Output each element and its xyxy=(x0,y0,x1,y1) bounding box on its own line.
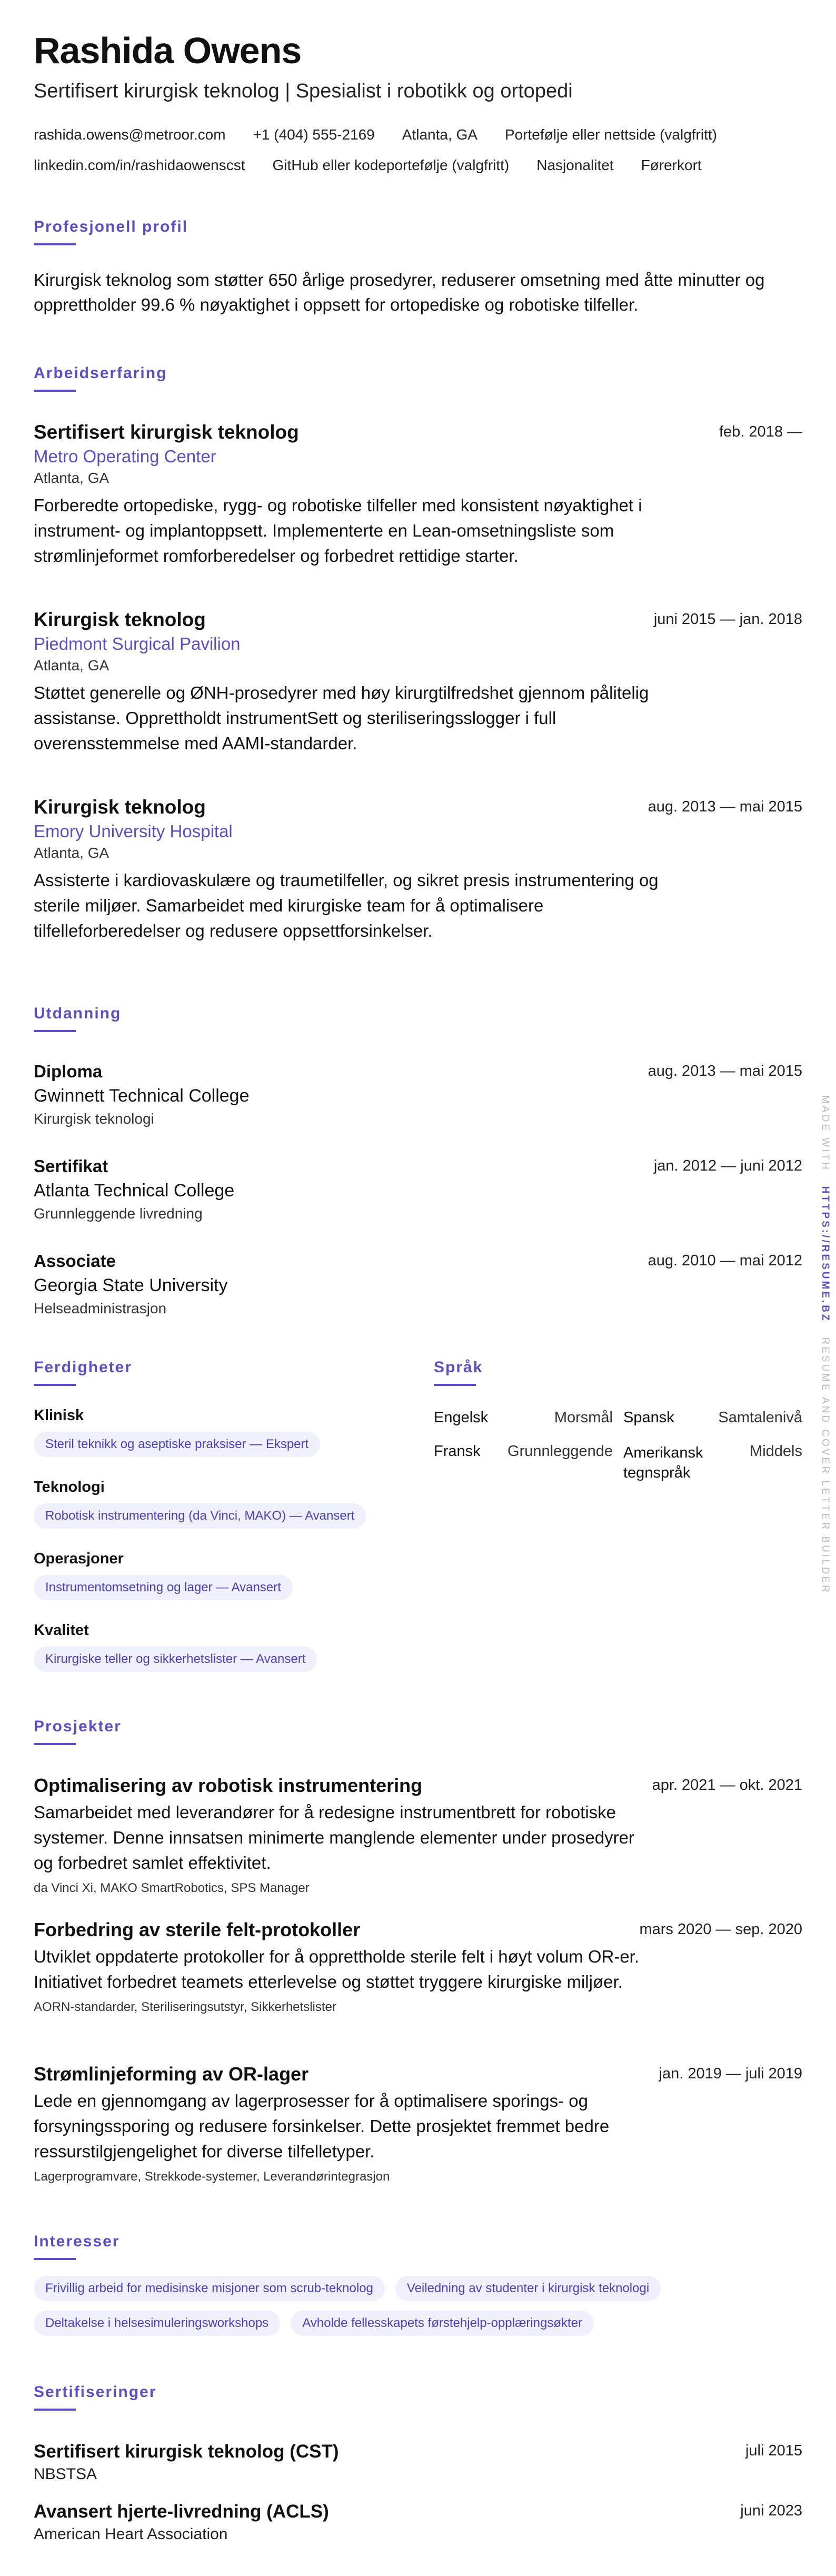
education-entry xyxy=(34,1062,802,1127)
project-tech: AORN-standarder, Steriliseringsutstyr, Sikkerhetslister xyxy=(34,2000,336,2014)
certification-issuer: NBSTSA xyxy=(34,2465,97,2483)
skill-group xyxy=(34,1407,320,1457)
contact-row-1 xyxy=(34,126,744,143)
watermark-link[interactable]: HTTPS://RESUME.BZ xyxy=(820,1186,831,1323)
interest-row xyxy=(34,2311,594,2336)
section-rule xyxy=(434,1384,476,1386)
contact-email[interactable]: rashida.owens@metroor.com xyxy=(34,126,226,143)
contact-linkedin[interactable]: linkedin.com/in/rashidaowenscst xyxy=(34,157,245,173)
certification-name: Avansert hjerte-livredning (ACLS) xyxy=(34,2501,329,2522)
section-title-interests: Interesser xyxy=(34,2233,120,2250)
certification-issuer: American Heart Association xyxy=(34,2525,228,2543)
skill-chip: Instrumentomsetning og lager — Avansert xyxy=(34,1575,293,1600)
education-degree: Sertifikat xyxy=(34,1156,108,1176)
skill-chip: Robotisk instrumentering (da Vinci, MAKO) — Avansert xyxy=(34,1503,366,1529)
certification-entry xyxy=(34,2441,802,2483)
section-rule xyxy=(34,390,76,392)
section-rule xyxy=(34,1030,76,1032)
skill-group xyxy=(34,1479,366,1529)
education-date: jan. 2012 — juni 2012 xyxy=(653,1157,802,1174)
education-date: aug. 2010 — mai 2012 xyxy=(648,1252,802,1269)
section-title-languages: Språk xyxy=(434,1359,483,1376)
certification-name: Sertifisert kirurgisk teknolog (CST) xyxy=(34,2441,339,2462)
education-field: Kirurgisk teknologi xyxy=(34,1111,154,1127)
experience-company: Metro Operating Center xyxy=(34,447,216,466)
project-entry xyxy=(34,2063,802,2184)
project-description: Lede en gjennomgang av lagerprosesser for å optimalisere sporings- og forsyningssporing og redusere forsinkelser. Dette prosjektet fremmet bedre ressurstilgjengelighet for diverse tilfelletyper. xyxy=(34,2091,610,2161)
experience-date: aug. 2013 — mai 2015 xyxy=(648,798,802,815)
experience-company: Piedmont Surgical Pavilion xyxy=(34,634,241,653)
education-field: Grunnleggende livredning xyxy=(34,1205,203,1222)
contact-github[interactable]: GitHub eller kodeportefølje (valgfritt) xyxy=(272,157,510,173)
language-name: Spansk xyxy=(623,1409,674,1426)
contact-location: Atlanta, GA xyxy=(402,126,477,143)
interest-chip: Deltakelse i helsesimuleringsworkshops xyxy=(34,2311,280,2336)
section-rule xyxy=(34,1384,76,1386)
experience-company: Emory University Hospital xyxy=(34,821,233,841)
section-title-profile: Profesjonell profil xyxy=(34,218,188,235)
interest-row xyxy=(34,2276,661,2301)
section-rule xyxy=(34,2258,76,2260)
project-date: jan. 2019 — juli 2019 xyxy=(659,2065,802,2082)
language-level: Morsmål xyxy=(554,1409,613,1426)
language-level: Middels xyxy=(750,1443,802,1460)
experience-date: juni 2015 — jan. 2018 xyxy=(653,611,802,628)
experience-entry xyxy=(34,421,802,569)
candidate-title: Sertifisert kirurgisk teknolog | Spesialist i robotikk og ortopedi xyxy=(34,80,573,102)
education-entry xyxy=(34,1156,802,1222)
skill-chip: Steril teknikk og aseptiske praksiser — Ekspert xyxy=(34,1432,320,1457)
skill-group-title: Kvalitet xyxy=(34,1622,89,1639)
project-entry xyxy=(34,1775,802,1896)
contact-phone[interactable]: +1 (404) 555-2169 xyxy=(253,126,375,143)
section-title-projects: Prosjekter xyxy=(34,1718,122,1735)
project-tech: Lagerprogramvare, Strekkode-systemer, Leverandørintegrasjon xyxy=(34,2169,390,2184)
experience-location: Atlanta, GA xyxy=(34,657,110,673)
experience-description: Assisterte i kardiovaskulære og traumetilfeller, og sikret presis instrumentering og sterile miljøer. Samarbeidet med kirurgiske team for å optimalisere tilfelleforberedelser og redusere oppsettforsinkelser. xyxy=(34,870,659,940)
watermark xyxy=(819,1095,831,1594)
section-rule xyxy=(34,1743,76,1745)
language-name: Engelsk xyxy=(434,1409,489,1426)
contact-row-2 xyxy=(34,157,729,174)
project-date: mars 2020 — sep. 2020 xyxy=(639,1921,802,1938)
education-school: Georgia State University xyxy=(34,1275,228,1295)
project-tech: da Vinci Xi, MAKO SmartRobotics, SPS Manager xyxy=(34,1881,310,1895)
section-title-certifications: Sertifiseringer xyxy=(34,2383,157,2401)
experience-location: Atlanta, GA xyxy=(34,470,110,486)
project-description: Utviklet oppdaterte protokoller for å opprettholde sterile felt i høyt volum OR-er. Initiativet forbedret teamets etterlevelse og støttet tryggere kirurgiske miljøer. xyxy=(34,1947,640,1992)
skill-group-title: Teknologi xyxy=(34,1479,105,1495)
education-school: Atlanta Technical College xyxy=(34,1181,235,1201)
project-date: apr. 2021 — okt. 2021 xyxy=(652,1777,802,1794)
experience-description: Forberedte ortopediske, rygg- og robotiske tilfeller med konsistent nøyaktighet i instrument- og implantoppsett. Implementerte en Lean-omsetningsliste som strømlinjeformet romforberedelser og forbedret rettidige starter. xyxy=(34,496,642,566)
section-title-skills: Ferdigheter xyxy=(34,1359,133,1376)
profile-summary: Kirurgisk teknolog som støtter 650 årlige prosedyrer, reduserer omsetning med åtte minutter og opprettholder 99.6 % nøyaktighet i oppsett for ortopediske og robotiske tilfeller. xyxy=(34,270,765,314)
section-rule xyxy=(34,243,76,245)
contact-license: Førerkort xyxy=(641,157,702,173)
experience-role: Kirurgisk teknolog xyxy=(34,609,206,630)
experience-entry xyxy=(34,796,802,944)
skill-group-title: Operasjoner xyxy=(34,1550,124,1567)
education-entry xyxy=(34,1251,802,1317)
project-name: Strømlinjeforming av OR-lager xyxy=(34,2063,309,2085)
certification-date: juni 2023 xyxy=(740,2502,802,2519)
language-level: Grunnleggende xyxy=(507,1443,613,1460)
education-field: Helseadministrasjon xyxy=(34,1300,167,1316)
experience-role: Kirurgisk teknolog xyxy=(34,796,206,818)
interest-chip: Frivillig arbeid for medisinske misjoner som scrub-teknolog xyxy=(34,2276,385,2301)
education-degree: Associate xyxy=(34,1251,116,1271)
experience-role: Sertifisert kirurgisk teknolog xyxy=(34,421,299,443)
interest-chip: Veiledning av studenter i kirurgisk teknologi xyxy=(395,2276,661,2301)
experience-date: feb. 2018 — xyxy=(719,423,802,440)
project-description: Samarbeidet med leverandører for å redesigne instrumentbrett for robotiske systemer. Denne innsatsen minimerte manglende elementer under prosedyrer og forbedret samlet effektivitet. xyxy=(34,1802,634,1872)
certification-entry xyxy=(34,2501,802,2543)
skill-chip: Kirurgiske teller og sikkerhetslister — Avansert xyxy=(34,1647,317,1672)
skill-group xyxy=(34,1550,293,1600)
education-date: aug. 2013 — mai 2015 xyxy=(648,1063,802,1079)
section-rule xyxy=(34,2409,76,2411)
project-entry xyxy=(34,1919,802,2015)
project-name: Optimalisering av robotisk instrumentering xyxy=(34,1775,423,1796)
project-name: Forbedring av sterile felt-protokoller xyxy=(34,1919,361,1940)
interest-chip: Avholde fellesskapets førstehjelp-opplæringsøkter xyxy=(291,2311,594,2336)
contact-nationality: Nasjonalitet xyxy=(536,157,614,173)
candidate-name: Rashida Owens xyxy=(34,30,302,71)
skill-group xyxy=(34,1622,317,1672)
education-school: Gwinnett Technical College xyxy=(34,1086,250,1106)
language-name: Amerikansk tegnspråk xyxy=(623,1444,703,1481)
watermark-suffix: RESUME AND COVER LETTER BUILDER xyxy=(820,1337,831,1594)
experience-entry xyxy=(34,609,802,756)
language-name: Fransk xyxy=(434,1443,481,1460)
skill-group-title: Klinisk xyxy=(34,1407,84,1424)
certification-date: juli 2015 xyxy=(745,2442,802,2459)
language-level: Samtalenivå xyxy=(718,1409,802,1426)
section-title-education: Utdanning xyxy=(34,1005,122,1022)
section-title-experience: Arbeidserfaring xyxy=(34,364,167,382)
experience-description: Støttet generelle og ØNH-prosedyrer med høy kirurgtilfredshet gjennom pålitelig assistanse. Opprettholdt instrumentSett og steriliseringsslogger i full overensstemmelse med AAMI-standarder. xyxy=(34,683,649,753)
experience-location: Atlanta, GA xyxy=(34,845,110,861)
watermark-prefix: MADE WITH xyxy=(820,1095,831,1172)
contact-portfolio[interactable]: Portefølje eller nettside (valgfritt) xyxy=(504,126,717,143)
education-degree: Diploma xyxy=(34,1062,103,1081)
